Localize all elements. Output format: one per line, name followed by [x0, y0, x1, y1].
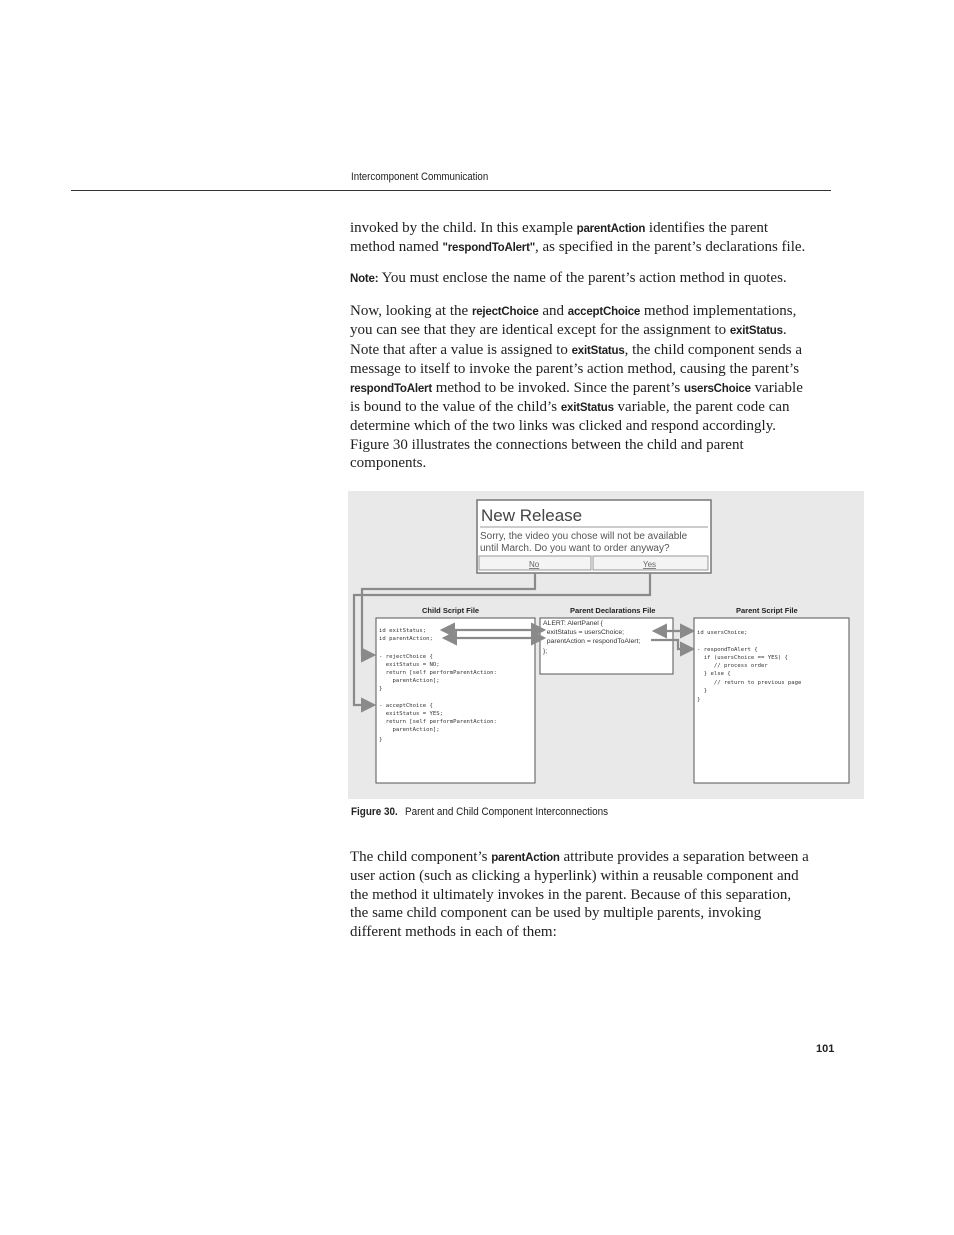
- code-respondToAlert: "respondToAlert": [442, 242, 535, 255]
- note-paragraph: Note: You must enclose the name of the parent’s action method in quotes.: [350, 270, 787, 286]
- decl-box-title: Parent Declarations File: [570, 606, 656, 615]
- code-parentAction-2: parentAction: [491, 852, 560, 864]
- child-line: parentAction];: [379, 678, 440, 684]
- paragraph-separation: The child component’s parentAction attribute provides a separation between a user action (such as clicking a hyperlink) within a reusable component and the method it ultimately invokes in the parent. Because of this separation, the same child component can be used by multiple parents, invoking different methods in each of them:: [350, 849, 809, 940]
- parent-line: id usersChoice;: [697, 630, 748, 636]
- alert-message-line2: until March. Do you want to order anyway?: [480, 543, 670, 554]
- alert-no-link[interactable]: No: [529, 560, 540, 569]
- code-parentAction: parentAction: [576, 223, 646, 235]
- paragraph-explanation: Now, looking at the rejectChoice and acceptChoice method implementations, you can see that they are identical except for the assignment to exitStatus. Note that after a value is assigned to exitStatus, the child component sends a message to itself to invoke the parent’s action method, causing the parent’s respondToAlert method to be invoked. Since the parent’s usersChoice variable is bound to the value of the child’s exitStatus variable, the parent code can determine which of the two links was clicked and respond accordingly. Figure 30 illustrates the connections between the child and parent components.: [350, 303, 803, 472]
- child-line: return [self performParentAction:: [379, 670, 497, 676]
- caption-text: Parent and Child Component Interconnections: [404, 806, 609, 818]
- parent-line: - respondToAlert {: [697, 647, 758, 653]
- parent-line: } else {: [697, 671, 731, 677]
- parent-line: // return to previous page: [697, 680, 802, 686]
- parent-script-box: [694, 618, 849, 783]
- child-line: - acceptChoice {: [379, 703, 433, 709]
- alert-message-line1: Sorry, the video you chose will not be available: [480, 531, 688, 542]
- child-line: return [self performParentAction:: [379, 719, 497, 725]
- child-line: exitStatus = YES;: [379, 711, 443, 717]
- child-script-box: [376, 618, 535, 783]
- decl-line: parentAction = respondToAlert;: [543, 638, 641, 645]
- child-line: }: [379, 737, 383, 743]
- parent-box-title: Parent Script File: [736, 606, 798, 615]
- figure-30: [348, 491, 864, 799]
- child-line: exitStatus = NO;: [379, 662, 440, 668]
- header-rule: [71, 190, 831, 191]
- alert-yes-link[interactable]: Yes: [643, 560, 657, 569]
- decl-line: exitStatus = usersChoice;: [543, 629, 625, 636]
- figure-caption: [351, 806, 608, 818]
- child-line: id exitStatus;: [379, 628, 427, 634]
- child-line: - rejectChoice {: [379, 654, 433, 660]
- figure-diagram: [348, 491, 864, 799]
- parent-line: }: [697, 688, 708, 694]
- child-box-title: Child Script File: [422, 606, 480, 615]
- note-label: Note:: [350, 273, 379, 285]
- decl-line: };: [543, 648, 548, 655]
- caption-label: Figure 30.: [351, 806, 398, 818]
- parent-line: }: [697, 697, 701, 703]
- alert-panel: [477, 500, 711, 573]
- child-line: id parentAction;: [379, 636, 433, 642]
- parent-line: if (usersChoice == YES) {: [697, 655, 788, 661]
- alert-title: New Release: [481, 506, 583, 525]
- decl-line: ALERT: AlertPanel {: [543, 620, 603, 627]
- running-head: Intercomponent Communication: [351, 171, 489, 183]
- page-number: 101: [816, 1043, 835, 1055]
- parent-line: // process order: [697, 663, 768, 669]
- child-line: parentAction];: [379, 727, 440, 733]
- paragraph-intro: invoked by the child. In this example parentAction identifies the parent method named "respondToAlert", as specified in the parent’s declarations file.: [350, 220, 806, 256]
- child-line: }: [379, 686, 383, 692]
